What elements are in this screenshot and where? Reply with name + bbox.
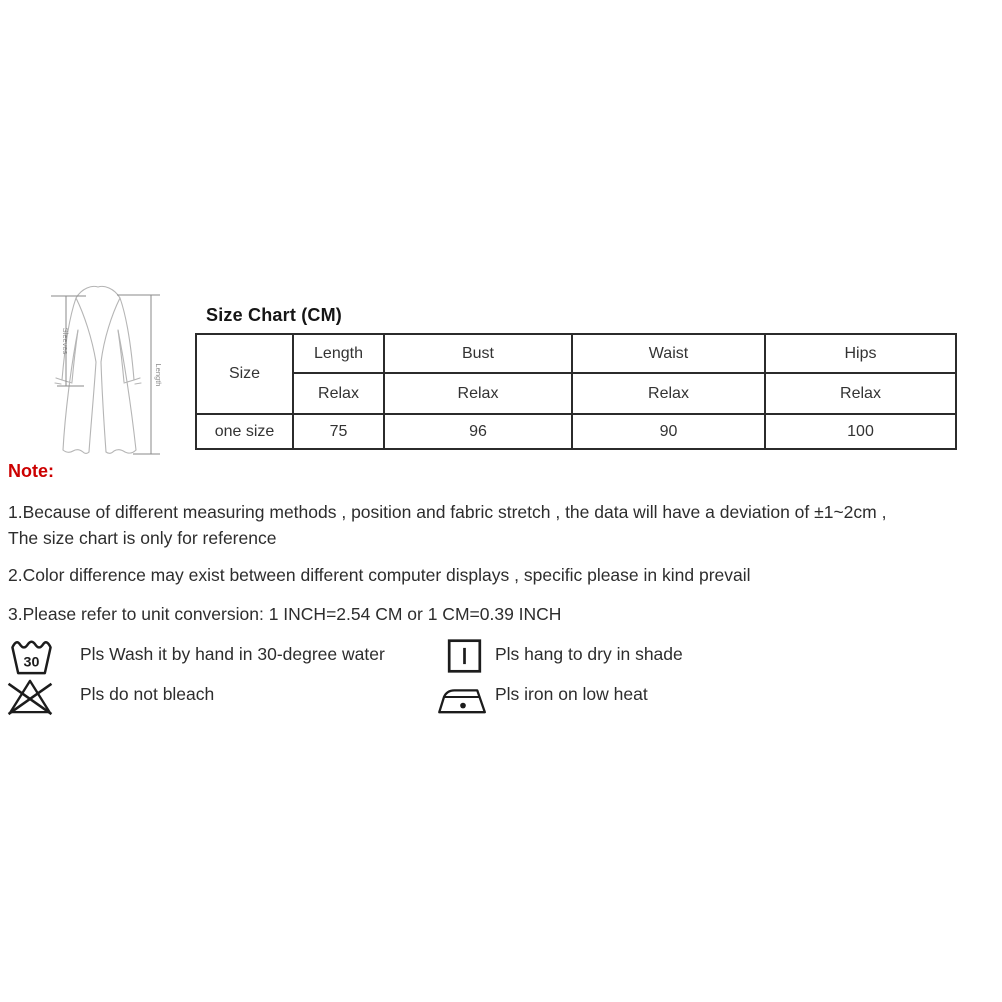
size-chart-title: Size Chart (CM) xyxy=(206,305,343,325)
note-heading: Note: xyxy=(8,461,54,481)
note-item-2: 2.Color difference may exist between different computer displays , specific please in kind prevail xyxy=(8,565,751,585)
cell-length-value: 75 xyxy=(293,414,384,449)
care-label-wash: Pls Wash it by hand in 30-degree water xyxy=(80,644,385,664)
care-label-no-bleach: Pls do not bleach xyxy=(80,684,215,704)
cell-hips-value: 100 xyxy=(765,414,956,449)
hang-dry-icon xyxy=(446,638,483,674)
wash-temp-label: 30 xyxy=(23,654,40,671)
size-chart-table xyxy=(195,333,957,450)
subheader-relax-waist: Relax xyxy=(572,373,765,414)
sleeves-measure-label: Sleeves xyxy=(61,327,70,355)
subheader-relax-bust: Relax xyxy=(384,373,572,414)
wash-30-icon xyxy=(9,636,54,676)
garment-sketch xyxy=(38,282,172,466)
care-label-iron-low: Pls iron on low heat xyxy=(495,684,648,704)
subheader-relax-hips: Relax xyxy=(765,373,956,414)
cell-waist-value: 90 xyxy=(572,414,765,449)
note-1-line-2: The size chart is only for reference xyxy=(8,528,277,548)
cell-size-name: one size xyxy=(196,414,293,449)
subheader-relax-length: Relax xyxy=(293,373,384,414)
note-item-3: 3.Please refer to unit conversion: 1 INCH=2.54 CM or 1 CM=0.39 INCH xyxy=(8,604,562,624)
header-bust: Bust xyxy=(384,334,572,373)
cardigan-outline-icon xyxy=(38,282,172,466)
header-size: Size xyxy=(196,334,293,414)
do-not-bleach-icon xyxy=(5,676,55,717)
care-label-hang-dry: Pls hang to dry in shade xyxy=(495,644,683,664)
table-row xyxy=(196,414,956,449)
cell-bust-value: 96 xyxy=(384,414,572,449)
header-hips: Hips xyxy=(765,334,956,373)
length-measure-label: Length xyxy=(154,363,163,387)
note-1-line-1: 1.Because of different measuring methods , position and fabric stretch , the data will have a deviation of ±1~2cm , xyxy=(8,502,887,522)
iron-low-heat-icon xyxy=(436,678,490,716)
header-waist: Waist xyxy=(572,334,765,373)
note-item-1 xyxy=(8,499,886,551)
header-length: Length xyxy=(293,334,384,373)
